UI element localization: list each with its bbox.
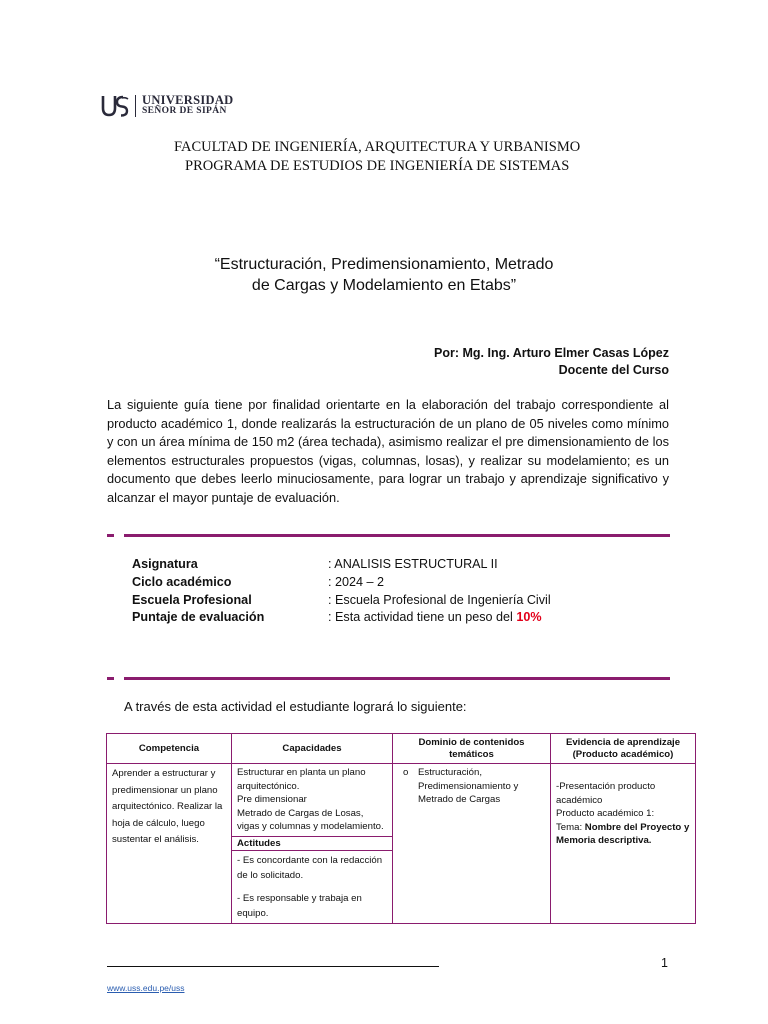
actitudes-list <box>232 851 392 923</box>
footer-link[interactable]: www.uss.edu.pe/uss <box>107 983 185 993</box>
faculty-heading: FACULTAD DE INGENIERÍA, ARQUITECTURA Y URBANISMO <box>174 139 581 155</box>
divider-marker <box>107 534 114 537</box>
puntaje-text: : Esta actividad tiene un peso del <box>328 610 513 624</box>
capacidad-item: Pre dimensionar <box>237 794 307 805</box>
tema-label: Tema: <box>556 821 583 833</box>
divider-marker <box>107 677 114 680</box>
escuela-label: Escuela Profesional <box>132 593 252 607</box>
evidencia-line: Producto académico 1: <box>556 808 655 819</box>
competencia-cell: Aprender a estructurar y predimensionar un plano arquitectónico. Realizar la hoja de cálculo, luego sustentar el análisis. <box>107 764 232 924</box>
evidencia-cell <box>551 764 696 924</box>
document-title-line-2: de Cargas y Modelamiento en Etabs” <box>251 277 517 294</box>
logo-separator <box>135 95 136 117</box>
header-dominio: Dominio de contenidos temáticos <box>393 734 551 764</box>
actitud-item: - Es responsable y trabaja en equipo. <box>237 893 362 919</box>
document-title-line-1: “Estructuración, Predimensionamiento, Metrado <box>214 256 554 273</box>
intro-paragraph: La siguiente guía tiene por finalidad orientarte en la elaboración del trabajo correspondiente al producto académico 1, donde realizarás la estructuración de un plano de 05 niveles como mínimo y con un área mínima de 150 m2 (área techada), asimismo realizar el pre dimensionamiento de los elementos estructurales propuestos (vigas, columnas, losas), y realizar su modelamiento; es un documento que debes leerlo minuciosamente, para lograr un trabajo y aprendizaje significativo y alcanzar el mayor puntaje de evaluación. <box>107 397 669 505</box>
logo-wordmark <box>142 95 234 117</box>
puntaje-value <box>328 610 542 624</box>
actitudes-heading: Actitudes <box>232 836 392 852</box>
university-logo <box>101 93 234 119</box>
asignatura-value: : ANALISIS ESTRUCTURAL II <box>328 557 498 571</box>
evidencia-tema <box>556 821 690 848</box>
logo-line-1: UNIVERSIDAD <box>142 93 234 107</box>
table-row <box>107 764 696 924</box>
uss-monogram-icon <box>101 94 131 118</box>
footer-divider <box>107 966 439 967</box>
objectives-lead: A través de esta actividad el estudiante logrará lo siguiente: <box>124 699 467 714</box>
table-header-row <box>107 734 696 764</box>
header-capacidades: Capacidades <box>232 734 393 764</box>
capacidades-list <box>232 764 392 836</box>
capacidades-cell <box>232 764 393 924</box>
actitud-item: - Es concordante con la redacción de lo solicitado. <box>237 855 383 881</box>
dominio-text: Estructuración, Predimensionamiento y Metrado de Cargas <box>418 767 519 805</box>
ciclo-label: Ciclo académico <box>132 575 232 589</box>
ciclo-value: : 2024 – 2 <box>328 575 385 589</box>
header-competencia: Competencia <box>107 734 232 764</box>
escuela-value: : Escuela Profesional de Ingeniería Civil <box>328 593 551 607</box>
author-role: Docente del Curso <box>558 363 669 377</box>
logo-line-2: SEÑOR DE SIPÁN <box>142 106 227 116</box>
puntaje-label: Puntaje de evaluación <box>132 610 265 624</box>
author-name: Por: Mg. Ing. Arturo Elmer Casas López <box>434 346 669 360</box>
program-heading: PROGRAMA DE ESTUDIOS DE INGENIERÍA DE SISTEMAS <box>185 158 570 174</box>
dominio-cell <box>393 764 551 924</box>
divider-line <box>124 534 670 537</box>
evidencia-line: -Presentación producto académico <box>556 781 656 806</box>
capacidad-item: Estructurar en planta un plano arquitectónico. <box>237 767 366 792</box>
learning-table <box>106 733 696 924</box>
divider-line <box>124 677 670 680</box>
capacidad-item: Metrado de Cargas de Losas, vigas y columnas y modelamiento. <box>237 807 384 832</box>
bullet-icon: o <box>403 767 409 778</box>
asignatura-label: Asignatura <box>132 557 198 571</box>
header-evidencia: Evidencia de aprendizaje (Producto académico) <box>551 734 696 764</box>
page-number: 1 <box>661 956 668 970</box>
puntaje-percent: 10% <box>516 610 542 624</box>
dominio-item <box>398 766 545 807</box>
tema-value: Nombre del Proyecto y Memoria descriptiva. <box>556 821 690 846</box>
